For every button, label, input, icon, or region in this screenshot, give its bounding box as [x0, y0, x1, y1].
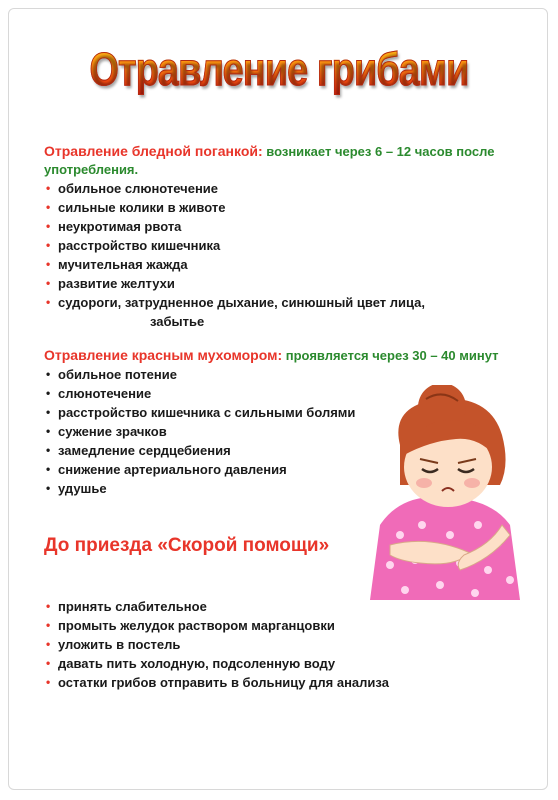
bullet-icon: • [46, 295, 51, 309]
symptom-list [44, 179, 514, 331]
list-item: • удушье [46, 481, 107, 496]
list-item: • мучительная жажда [46, 257, 188, 272]
section-heading: Отравление бледной поганкой: [44, 143, 263, 159]
list-item-continuation: забытье [150, 314, 205, 329]
list-item: • сужение зрачков [46, 424, 167, 439]
bullet-icon: • [46, 599, 51, 613]
poster-title: Отравление грибами [50, 40, 508, 98]
list-item: • уложить в постель [46, 637, 181, 652]
section-subheading: проявляется через 30 – 40 минут [285, 348, 499, 363]
list-item: • промыть желудок раствором марганцовки [46, 618, 335, 633]
bullet-icon: • [46, 367, 51, 381]
bullet-icon: • [46, 219, 51, 233]
list-item: • обильное слюнотечение [46, 181, 219, 196]
section-heading: Отравление красным мухомором: [44, 347, 283, 363]
section-fly-agaric-header [44, 346, 514, 365]
bullet-icon: • [46, 200, 51, 214]
list-item: • расстройство кишечника с сильными болями [46, 405, 356, 420]
list-item: • развитие желтухи [46, 276, 175, 291]
bullet-icon: • [46, 276, 51, 290]
bullet-icon: • [46, 462, 51, 476]
list-item: • снижение артериального давления [46, 462, 287, 477]
list-item: • расстройство кишечника [46, 238, 221, 253]
bullet-icon: • [46, 257, 51, 271]
bullet-icon: • [46, 618, 51, 632]
bullet-icon: • [46, 405, 51, 419]
bullet-icon: • [46, 238, 51, 252]
list-item: • судороги, затрудненное дыхание, синюшный цвет лица, [46, 295, 425, 310]
bullet-icon: • [46, 386, 51, 400]
list-item: • давать пить холодную, подсоленную воду [46, 656, 336, 671]
section-pale-toadstool-header [44, 142, 514, 179]
list-item: • принять слабительное [46, 599, 207, 614]
list-item: • слюнотечение [46, 386, 152, 401]
list-item: • неукротимая рвота [46, 219, 182, 234]
bullet-icon: • [46, 675, 51, 689]
list-item: • остатки грибов отправить в больницу для анализа [46, 675, 389, 690]
section-pale-toadstool [44, 142, 514, 331]
bullet-icon: • [46, 443, 51, 457]
bullet-icon: • [46, 181, 51, 195]
first-aid-heading: До приезда «Скорой помощи» [44, 535, 330, 556]
list-item: • обильное потение [46, 367, 177, 382]
list-item: • сильные колики в животе [46, 200, 226, 215]
bullet-icon: • [46, 637, 51, 651]
bullet-icon: • [46, 656, 51, 670]
first-aid-list [44, 597, 524, 692]
sick-girl-illustration [360, 385, 540, 600]
bullet-icon: • [46, 424, 51, 438]
bullet-icon: • [46, 481, 51, 495]
list-item: • замедление сердцебиения [46, 443, 231, 458]
section-subheading: возникает через 6 – 12 часов после употребления. [44, 144, 495, 177]
